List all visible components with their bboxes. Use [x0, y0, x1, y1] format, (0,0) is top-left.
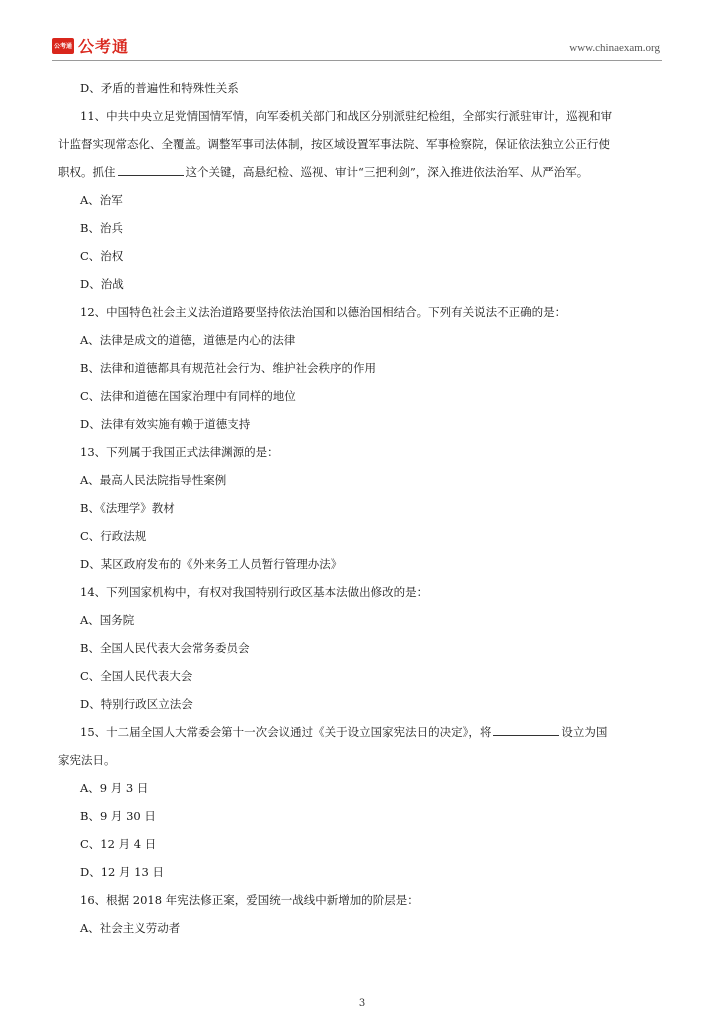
option-line: A、社会主义劳动者 — [80, 921, 181, 935]
page-number: 3 — [358, 998, 366, 1009]
option-line: A、9 月 3 日 — [80, 781, 149, 795]
question-15-line-1 — [80, 718, 662, 746]
question-15-text-b: 设立为国 — [561, 725, 608, 739]
document-body — [58, 74, 662, 942]
option-line: C、法律和道德在国家治理中有同样的地位 — [80, 389, 296, 403]
question-12: 12、中国特色社会主义法治道路要坚持依法治国和以德治国相结合。下列有关说法不正确的是： — [80, 305, 567, 319]
question-15-text-a: 15、十二届全国人大常委会第十一次会议通过《关于设立国家宪法日的决定》，将 — [80, 725, 492, 739]
question-11-line-1: 11、中共中央立足党情国情军情，向军委机关部门和战区分别派驻纪检组，全部实行派驻审计，巡视和审 — [80, 109, 613, 123]
site-url: www.chinaexam.org — [569, 42, 660, 54]
question-11-line-2: 计监督实现常态化、全覆盖。调整军事司法体制，按区域设置军事法院、军事检察院，保证依法独立公正行使 — [58, 137, 610, 151]
question-14: 14、下列国家机构中，有权对我国特别行政区基本法做出修改的是： — [80, 585, 429, 599]
question-13: 13、下列属于我国正式法律渊源的是： — [80, 445, 279, 459]
option-line: B、《法理学》教材 — [80, 501, 175, 515]
option-line: A、国务院 — [80, 613, 135, 627]
question-11-text-a: 职权。抓住 — [58, 165, 116, 179]
option-line: C、12 月 4 日 — [80, 837, 157, 851]
option-line: D、12 月 13 日 — [80, 865, 164, 879]
option-line: A、治军 — [80, 193, 123, 207]
question-11-text-b: 这个关键，高悬纪检、巡视、审计“三把利剑”，深入推进依法治军、从严治军。 — [185, 165, 589, 179]
option-line: D、某区政府发布的《外来务工人员暂行管理办法》 — [80, 557, 343, 571]
question-15-line-2: 家宪法日。 — [58, 753, 116, 767]
option-line: A、法律是成文的道德，道德是内心的法律 — [80, 333, 296, 347]
option-line: B、治兵 — [80, 221, 123, 235]
option-line: D、法律有效实施有赖于道德支持 — [80, 417, 251, 431]
header-divider — [52, 60, 662, 61]
answer-blank — [493, 724, 559, 736]
question-16: 16、根据 2018 年宪法修正案，爱国统一战线中新增加的阶层是： — [80, 893, 419, 907]
brand-logo — [52, 34, 129, 57]
option-line: C、全国人民代表大会 — [80, 669, 193, 683]
option-line: D、治战 — [80, 277, 124, 291]
option-line: B、法律和道德都具有规范社会行为、维护社会秩序的作用 — [80, 361, 376, 375]
option-line: C、治权 — [80, 249, 124, 263]
answer-blank — [118, 164, 184, 176]
page-header — [0, 0, 724, 60]
option-line: C、行政法规 — [80, 529, 147, 543]
option-line: B、9 月 30 日 — [80, 809, 156, 823]
logo-badge: 公考通 — [52, 38, 74, 54]
option-line: B、全国人民代表大会常务委员会 — [80, 641, 250, 655]
option-line: D、特别行政区立法会 — [80, 697, 193, 711]
question-11-line-3 — [58, 158, 662, 186]
option-line: D、矛盾的普遍性和特殊性关系 — [80, 81, 239, 95]
option-line: A、最高人民法院指导性案例 — [80, 473, 227, 487]
logo-text: 公考通 — [78, 37, 130, 56]
